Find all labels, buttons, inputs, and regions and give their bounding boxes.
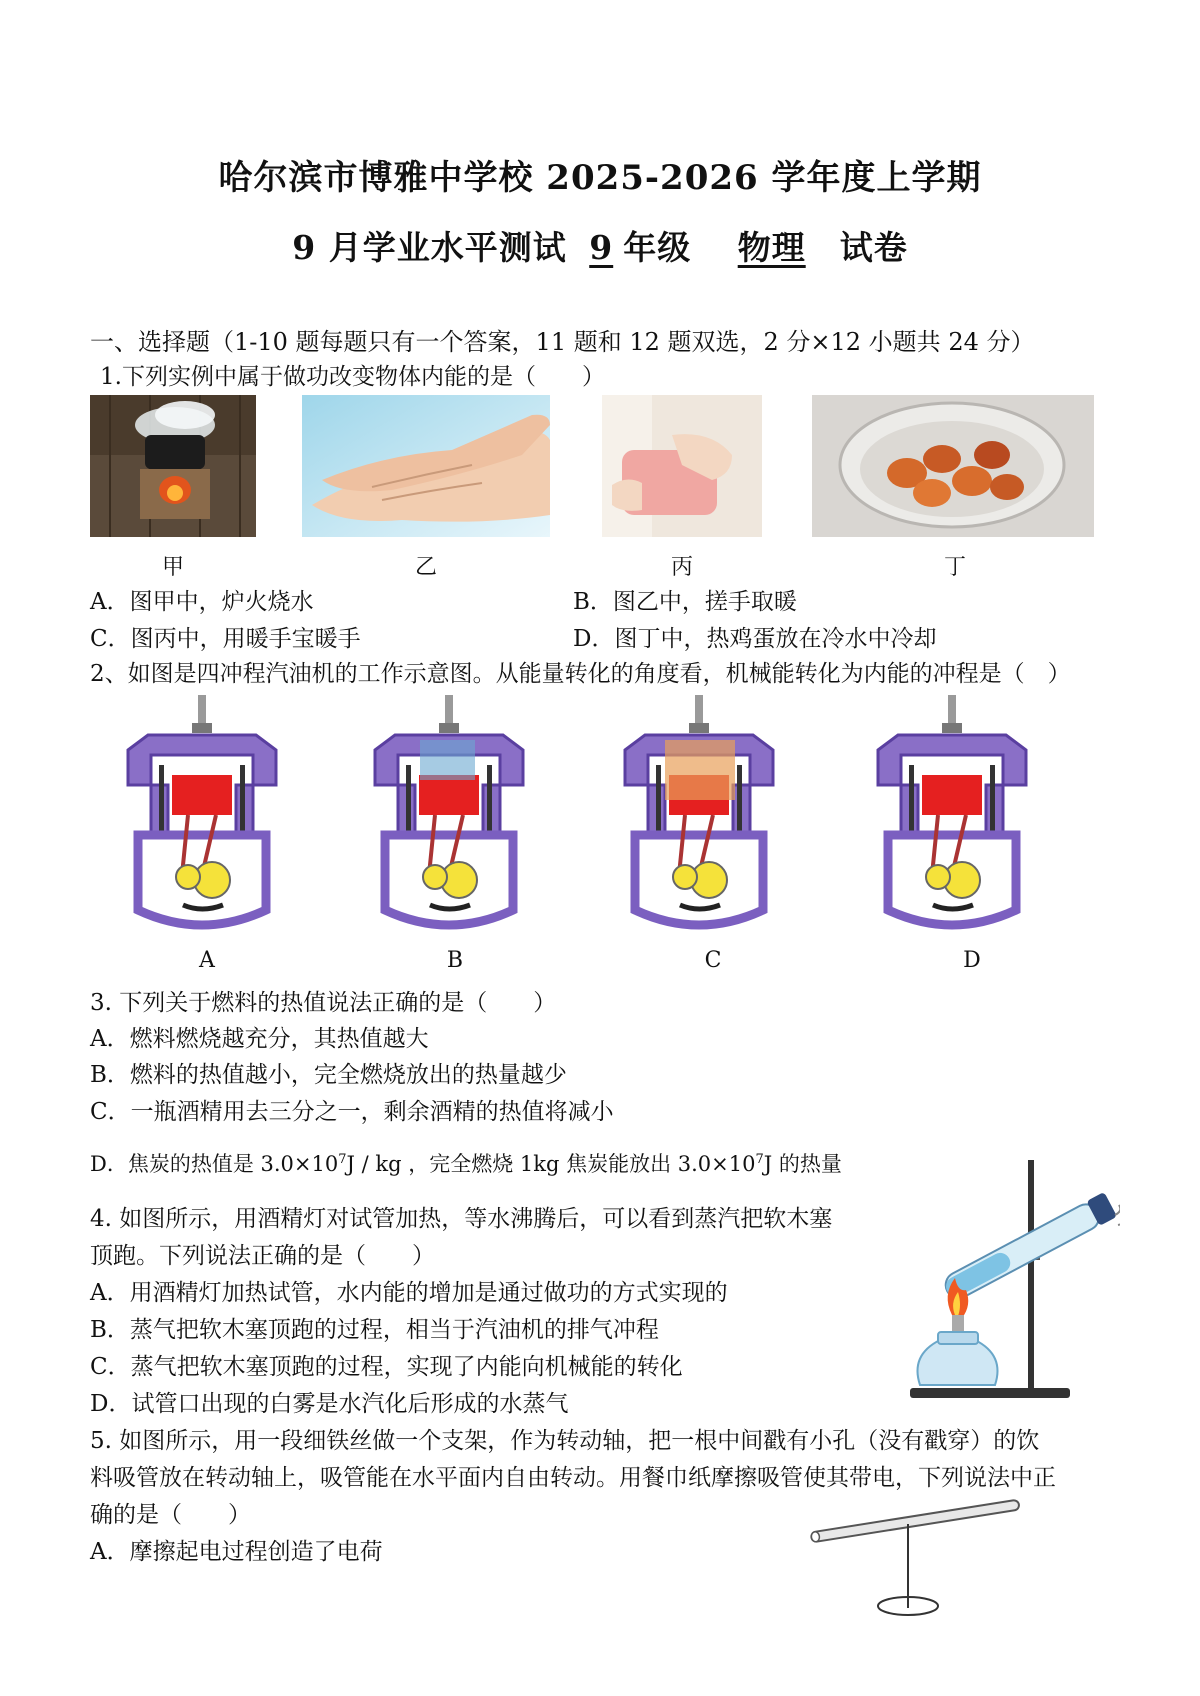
q4-option-a: A．用酒精灯加热试管，水内能的增加是通过做功的方式实现的 <box>90 1280 728 1306</box>
q5-straw-pivot-diagram <box>800 1490 1030 1620</box>
q1-image-hand-warmer <box>602 395 762 537</box>
q3-stem: 3. 下列关于燃料的热值说法正确的是（ ） <box>90 990 557 1016</box>
q1-image-hands <box>302 395 550 537</box>
q1-image-stove <box>90 395 256 537</box>
grade-blank: 9 <box>589 228 614 267</box>
q2-stem: 2、如图是四冲程汽油机的工作示意图。从能量转化的角度看，机械能转化为内能的冲程是（ ） <box>90 661 1071 687</box>
q1-option-d: D．图丁中，热鸡蛋放在冷水中冷却 <box>573 626 937 652</box>
q1-option-b: B．图乙中，搓手取暖 <box>573 589 797 615</box>
q4-stem-line2: 顶跑。下列说法正确的是（ ） <box>90 1243 435 1269</box>
exam-subtitle <box>0 222 1200 269</box>
q4-option-c: C．蒸气把软木塞顶跑的过程，实现了内能向机械能的转化 <box>90 1354 683 1380</box>
q1-option-a: A．图甲中，炉火烧水 <box>90 589 314 615</box>
grade-suffix: 年级 <box>623 228 692 267</box>
q5-stem-line1: 5. 如图所示，用一段细铁丝做一个支架，作为转动轴，把一根中间戳有小孔（没有戳穿）的饮 <box>90 1428 1040 1454</box>
section-heading: 一、选择题（1-10 题每题只有一个答案，11 题和 12 题双选，2 分×12 小题共 24 分） <box>90 328 1035 356</box>
q3-option-c: C．一瓶酒精用去三分之一，剩余酒精的热值将减小 <box>90 1099 614 1125</box>
q5-stem-line3: 确的是（ ） <box>90 1502 251 1528</box>
exam-title: 哈尔滨市博雅中学校 2025-2026 学年度上学期 <box>218 158 982 198</box>
q2-caption-d: D <box>963 948 981 973</box>
q4-option-d: D．试管口出现的白雾是水汽化后形成的水蒸气 <box>90 1391 569 1417</box>
q3-option-a: A．燃料燃烧越充分，其热值越大 <box>90 1026 429 1052</box>
q3-option-d-exp2: 7 <box>755 1152 764 1167</box>
q4-stem-line1: 4. 如图所示，用酒精灯对试管加热，等水沸腾后，可以看到蒸汽把软木塞 <box>90 1206 833 1232</box>
subject-blank: 物理 <box>737 228 806 267</box>
q3-option-d-part1: D．焦炭的热值是 3.0×10 <box>90 1152 339 1176</box>
q2-caption-a: A <box>199 948 215 973</box>
q5-option-a: A．摩擦起电过程创造了电荷 <box>90 1539 383 1565</box>
q3-option-d-part3: J 的热量 <box>763 1152 842 1176</box>
q5-stem-line2: 料吸管放在转动轴上，吸管能在水平面内自由转动。用餐巾纸摩擦吸管使其带电，下列说法中正 <box>90 1465 1056 1491</box>
q1-option-c: C．图丙中，用暖手宝暖手 <box>90 626 361 652</box>
q3-option-b: B．燃料的热值越小，完全燃烧放出的热量越少 <box>90 1062 567 1088</box>
q4-alcohol-lamp-test-tube-diagram <box>900 1160 1120 1400</box>
q1-caption-yi: 乙 <box>414 555 437 580</box>
q2-engine-diagrams <box>0 690 1200 940</box>
q1-caption-jia: 甲 <box>161 555 184 580</box>
subtitle-test-name: 9 月学业水平测试 <box>292 228 567 267</box>
q4-option-b: B．蒸气把软木塞顶跑的过程，相当于汽油机的排气冲程 <box>90 1317 659 1343</box>
q3-option-d-exp1: 7 <box>338 1152 347 1167</box>
q3-option-d <box>90 1148 842 1178</box>
q1-caption-bing: 丙 <box>670 555 693 580</box>
q2-caption-c: C <box>704 948 722 973</box>
q1-image-eggs-bowl <box>812 395 1094 537</box>
q3-option-d-part2: J / kg ，完全燃烧 1kg 焦炭能放出 3.0×10 <box>346 1152 756 1176</box>
q1-stem: 1.下列实例中属于做功改变物体内能的是（ ） <box>100 364 605 390</box>
q2-caption-b: B <box>446 948 464 973</box>
subtitle-suffix: 试卷 <box>839 228 908 267</box>
q1-caption-ding: 丁 <box>943 555 966 580</box>
